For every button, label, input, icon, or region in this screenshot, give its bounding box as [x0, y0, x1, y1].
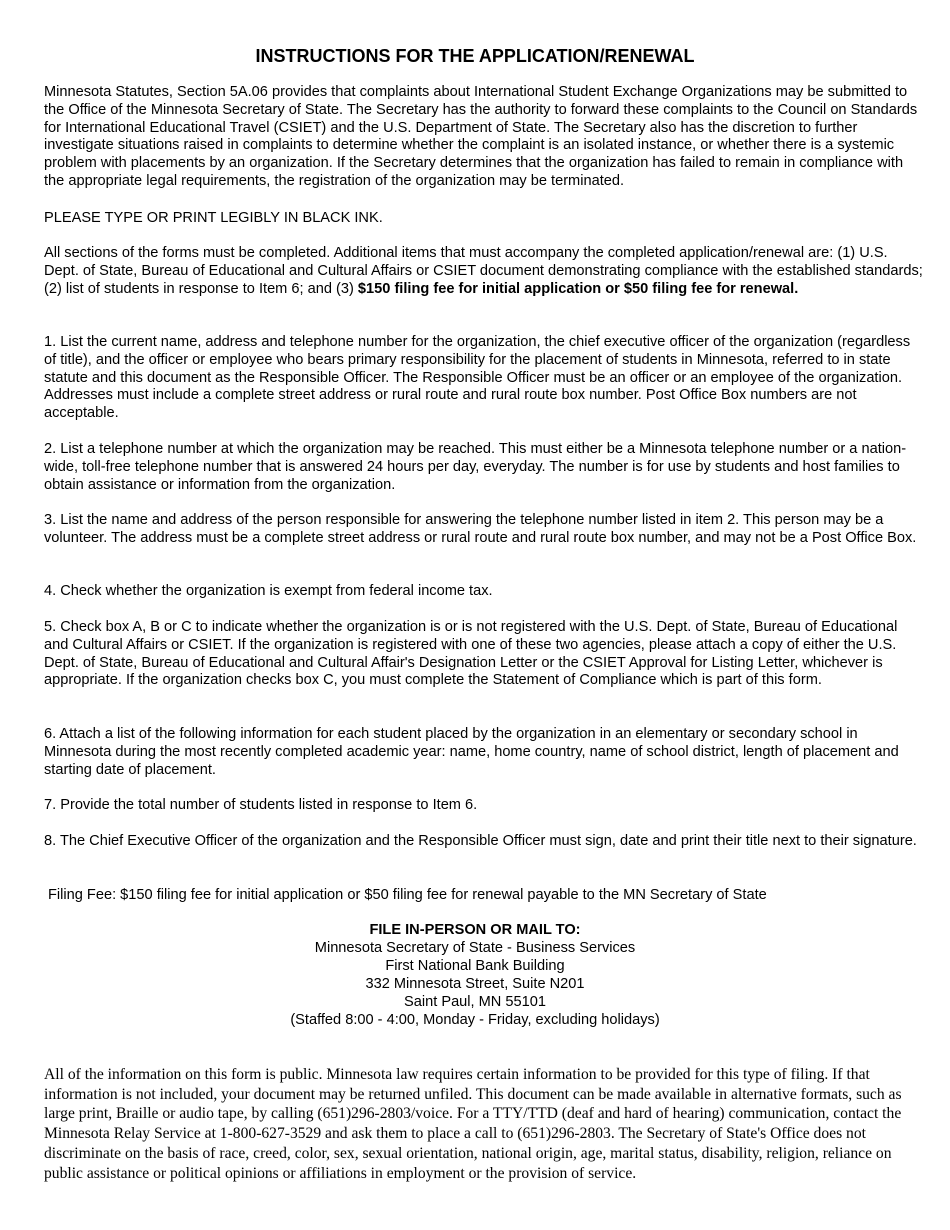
mailing-line-office: Minnesota Secretary of State - Business Services: [314, 940, 636, 956]
instruction-item-5: 5. Check box A, B or C to indicate whether the organization is or is not registered with the U.S. Dept. of State, Bureau of Educational and Cultural Affairs or CSIET. If the organization is registered with one of these two agencies, please attach a copy of either the U.S. Dept. of State, Bureau of Educational and Cultural Affair's Designation Letter or the CSIET Approval for Listing Letter, whichever is appropriate. If the organization checks box C, you must complete the Statement of Compliance which is part of this form.: [44, 619, 898, 689]
mailing-heading: FILE IN-PERSON OR MAIL TO:: [369, 922, 581, 938]
instruction-item-3: 3. List the name and address of the person responsible for answering the telephone number listed in item 2. This person may be a volunteer. The address must be a complete street address or rural route and rural route box number, and may not be a Post Office Box.: [44, 512, 917, 546]
intro-paragraph: Minnesota Statutes, Section 5A.06 provides that complaints about International Student Exchange Organizations may be submitted to the Office of the Minnesota Secretary of State. The Secretary has the authority to forward these complaints to the Council on Standards for International Educational Travel (CSIET) and the U.S. Department of State. The Secretary also has the discretion to further investigate situations raised in complaints to determine whether the complaint is an isolated instance, or whether there is a systemic problem with placements by an organization. If the Secretary determines that the organization has failed to remain in compliance with the appropriate legal requirements, the registration of the organization may be terminated.: [44, 84, 918, 189]
mailing-line-street: 332 Minnesota Street, Suite N201: [365, 976, 585, 992]
mailing-line-city: Saint Paul, MN 55101: [404, 994, 546, 1010]
instruction-item-6: 6. Attach a list of the following information for each student placed by the organization in an elementary or secondary school in Minnesota during the most recently completed academic year: name, home country, name of school district, length of placement and starting date of placement.: [44, 726, 899, 778]
mailing-hours: (Staffed 8:00 - 4:00, Monday - Friday, excluding holidays): [290, 1012, 660, 1028]
mailing-line-building: First National Bank Building: [385, 958, 565, 974]
public-information-notice: All of the information on this form is public. Minnesota law requires certain information to be provided for this type of filing. If that information is not included, your document may be returned unfiled. This document can be made available in alternative formats, such as large print, Braille or audio tape, by calling (651)296-2803/voice. For a TTY/TTD (deaf and hard of hearing) communication, contact the Minnesota Relay Service at 1-800-627-3529 and ask them to place a call to (651)296-2803. The Secretary of State's Office does not discriminate on the basis of race, creed, color, sex, sexual orientation, national origin, age, marital status, disability, religion, reliance on public assistance or political opinions or affiliations in employment or the provision of service.: [44, 1066, 902, 1182]
requirements-paragraph: [44, 245, 924, 298]
requirements-fee-bold: $150 filing fee for initial application or $50 filing fee for renewal.: [357, 280, 799, 297]
instruction-item-2: 2. List a telephone number at which the organization may be reached. This must either be a Minnesota telephone number or a nation-wide, toll-free telephone number that is answered 24 hours per day, everyday. The number is for use by students and host families to obtain assistance or information from the organization.: [44, 441, 907, 493]
instruction-item-4: 4. Check whether the organization is exempt from federal income tax.: [44, 583, 493, 599]
requirements-text: All sections of the forms must be completed. Additional items that must accompany the completed application/renewal are: (1) U.S. Dept. of State, Bureau of Educational and Cultural Affairs or CSIET document demonstrating compliance with the established standards; (2) list of students in response to Item 6; and (3): [44, 245, 923, 297]
instruction-item-8: 8. The Chief Executive Officer of the organization and the Responsible Officer must sign, date and print their title next to their signature.: [44, 833, 917, 849]
mailing-address-block: [0, 921, 950, 1029]
type-notice: PLEASE TYPE OR PRINT LEGIBLY IN BLACK INK.: [44, 210, 383, 226]
instruction-item-1: 1. List the current name, address and telephone number for the organization, the chief executive officer of the organization (regardless of title), and the officer or employee who bears primary responsibility for the placement of students in Minnesota, referred to in state statute and this document as the Responsible Officer. The Responsible Officer must be an officer or an employee of the organization. Addresses must include a complete street address or rural route and rural route box number. Post Office Box numbers are not acceptable.: [44, 334, 911, 422]
instruction-item-7: 7. Provide the total number of students listed in response to Item 6.: [44, 797, 478, 813]
page-title: INSTRUCTIONS FOR THE APPLICATION/RENEWAL: [255, 46, 695, 66]
filing-fee-line: Filing Fee: $150 filing fee for initial application or $50 filing fee for renewal payable to the MN Secretary of State: [48, 887, 767, 903]
